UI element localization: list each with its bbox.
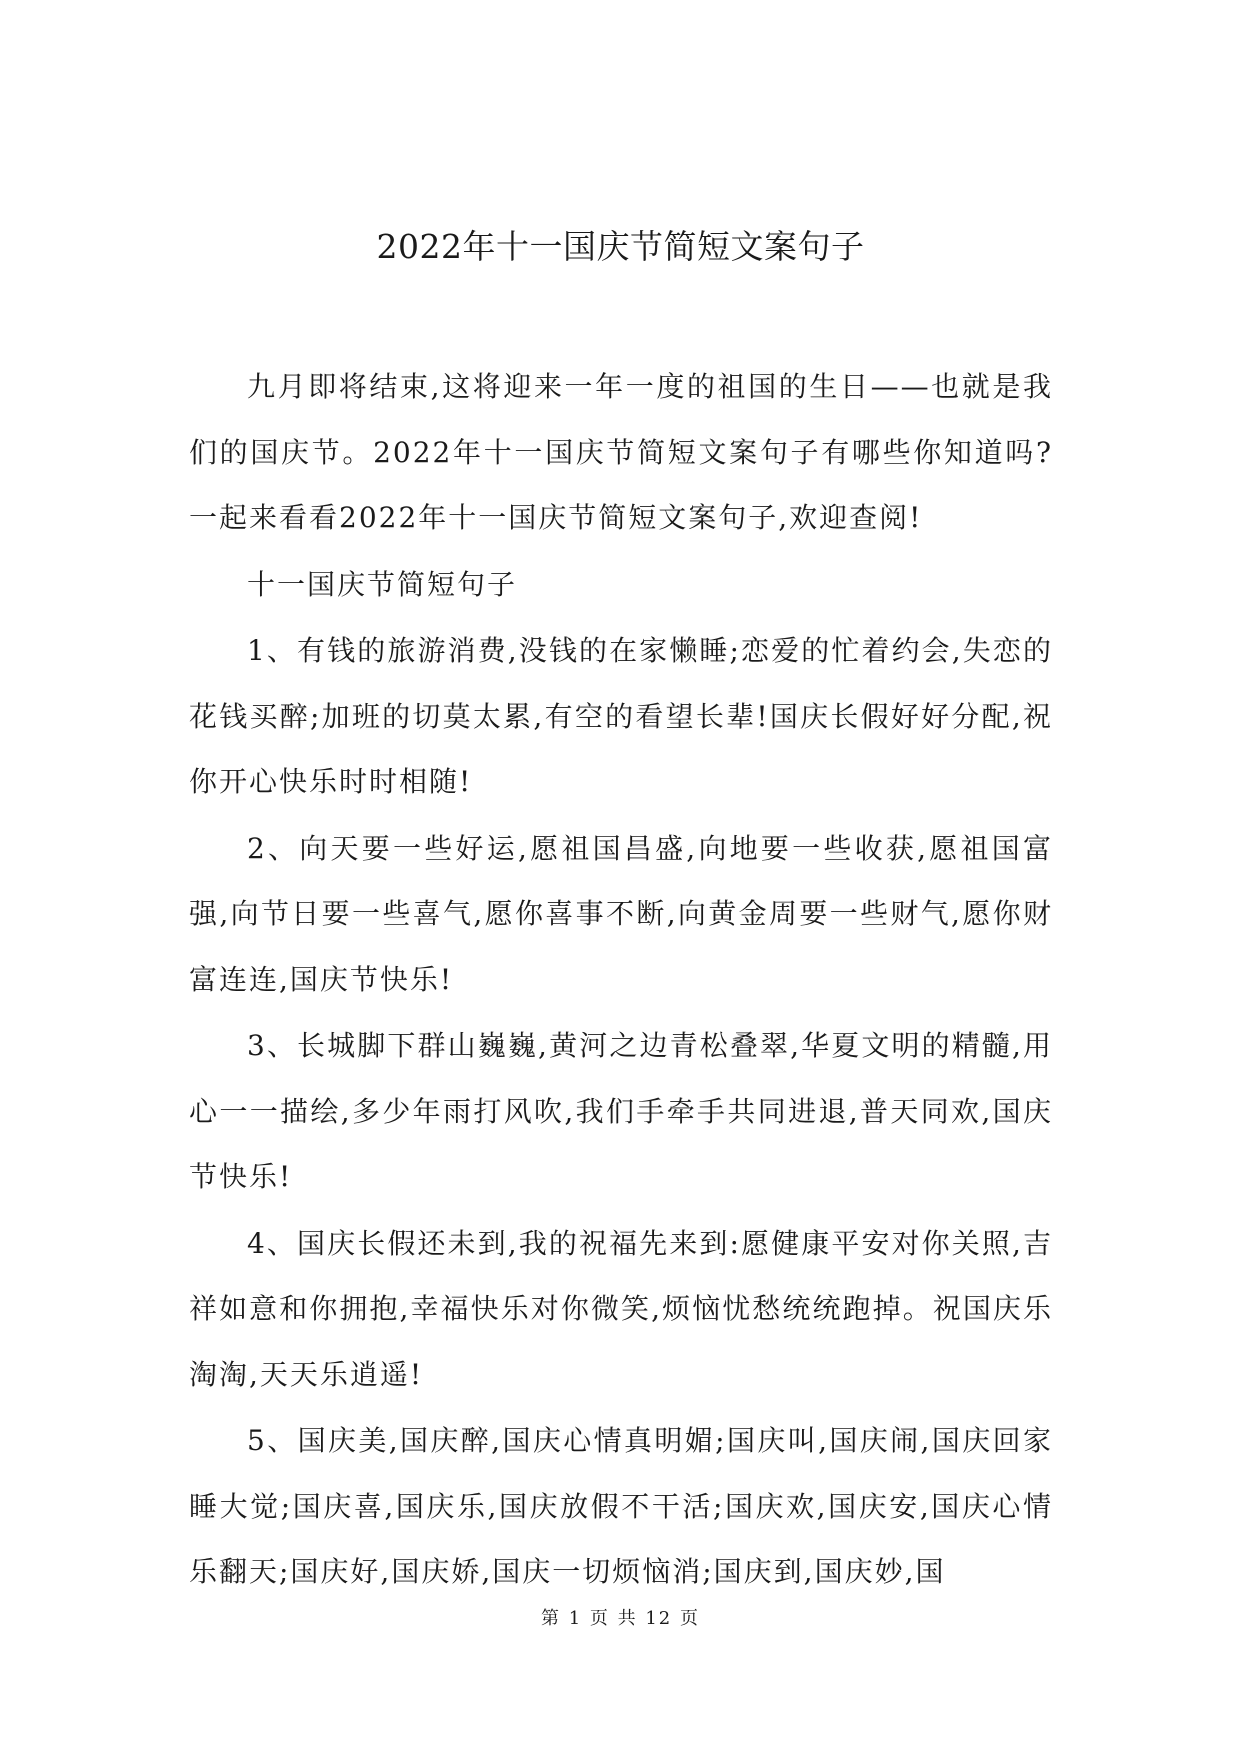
list-item: 5、国庆美,国庆醉,国庆心情真明媚;国庆叫,国庆闹,国庆回家睡大觉;国庆喜,国庆乐,国庆放假不干活;国庆欢,国庆安,国庆心情乐翻天;国庆好,国庆娇,国庆一切烦恼消;国庆到,国庆妙,国 [189,1424,1053,1588]
list-item: 3、长城脚下群山巍巍,黄河之边青松叠翠,华夏文明的精髓,用心一一描绘,多少年雨打风吹,我们手牵手共同进退,普天同欢,国庆节快乐! [189,1029,1053,1193]
list-item: 1、有钱的旅游消费,没钱的在家懒睡;恋爱的忙着约会,失恋的花钱买醉;加班的切莫太累,有空的看望长辈!国庆长假好好分配,祝你开心快乐时时相随! [189,634,1053,798]
list-item: 2、向天要一些好运,愿祖国昌盛,向地要一些收获,愿祖国富强,向节日要一些喜气,愿你喜事不断,向黄金周要一些财气,愿你财富连连,国庆节快乐! [189,831,1053,996]
section-heading: 十一国庆节简短句子 [247,567,518,601]
document-title: 2022年十一国庆节简短文案句子 [376,227,865,266]
intro-paragraph: 九月即将结束,这将迎来一年一度的祖国的生日——也就是我们的国庆节。2022年十一国庆节简短文案句子有哪些你知道吗?一起来看看2022年十一国庆节简短文案句子,欢迎查阅! [189,370,1053,534]
document-body [189,354,1053,1606]
page-number-footer: 第 1 页 共 12 页 [541,1608,700,1629]
list-item: 4、国庆长假还未到,我的祝福先来到:愿健康平安对你关照,吉祥如意和你拥抱,幸福快乐对你微笑,烦恼忧愁统统跑掉。祝国庆乐淘淘,天天乐逍遥! [189,1226,1053,1391]
